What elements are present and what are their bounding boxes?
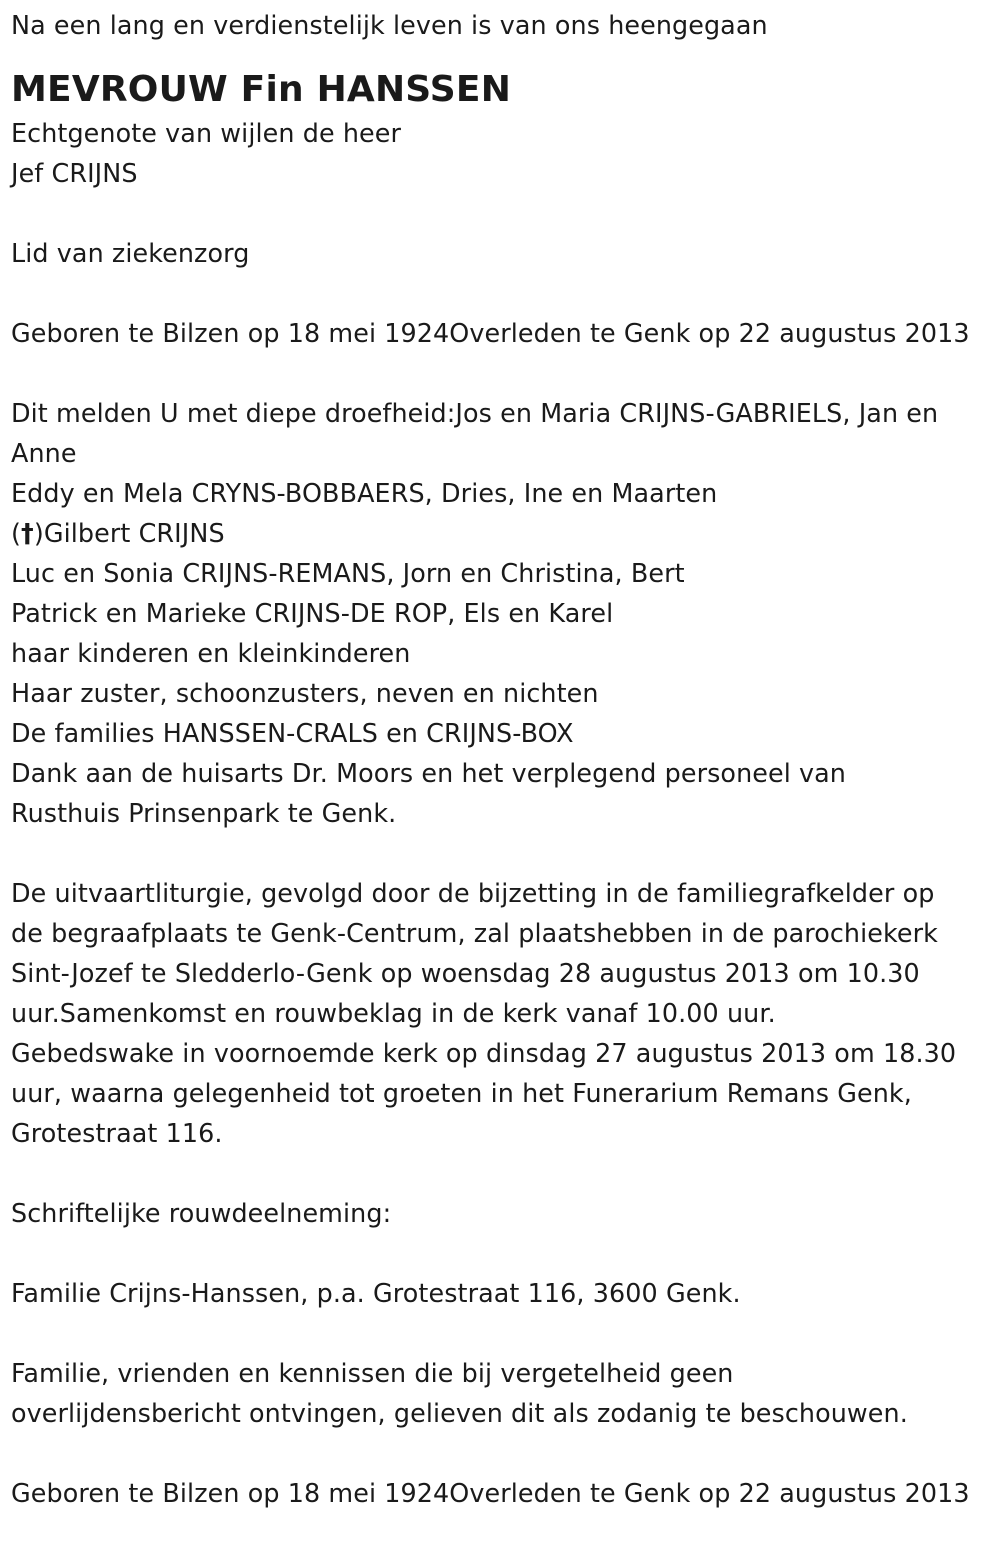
intro-text: Na een lang en verdienstelijk leven is van ons heengegaan: [11, 10, 768, 40]
family-line: haar kinderen en kleinkinderen: [11, 638, 411, 668]
spacer: [11, 1233, 989, 1273]
birth-death-dates-footer: Geboren te Bilzen op 18 mei 1924Overleden te Genk op 22 augustus 2013: [11, 1478, 970, 1508]
notice: [11, 1353, 989, 1433]
family-line: De families HANSSEN-CRALS en CRIJNS-BOX: [11, 718, 574, 748]
spouse-name: Jef CRIJNS: [11, 158, 138, 188]
spacer: [11, 353, 989, 393]
ceremony-line: uur, waarna gelegenheid tot groeten in het Funerarium Remans Genk,: [11, 1078, 912, 1108]
family-line-deceased: [11, 513, 989, 553]
deceased-son: )Gilbert CRIJNS: [33, 518, 225, 548]
thanks-line: Dank aan de huisarts Dr. Moors en het verplegend personeel van: [11, 758, 847, 788]
family-line: Dit melden U met diepe droefheid:Jos en Maria CRIJNS-GABRIELS, Jan en: [11, 398, 939, 428]
family-line: Anne: [11, 438, 77, 468]
family-line: Eddy en Mela CRYNS-BOBBAERS, Dries, Ine en Maarten: [11, 478, 718, 508]
ceremony-line: Grotestraat 116.: [11, 1118, 223, 1148]
ceremony-line: Sint-Jozef te Sledderlo-Genk op woensdag 28 augustus 2013 om 10.30: [11, 958, 920, 988]
ceremony-line: De uitvaartliturgie, gevolgd door de bijzetting in de familiegrafkelder op: [11, 878, 935, 908]
notice-line: Familie, vrienden en kennissen die bij vergetelheid geen: [11, 1358, 734, 1388]
cross-icon: †: [21, 518, 34, 548]
family-line: Luc en Sonia CRIJNS-REMANS, Jorn en Christina, Bert: [11, 558, 685, 588]
spacer: [11, 45, 989, 67]
spacer: [11, 193, 989, 233]
family-line: Haar zuster, schoonzusters, neven en nichten: [11, 678, 599, 708]
birth-death-dates: Geboren te Bilzen op 18 mei 1924Overleden te Genk op 22 augustus 2013: [11, 318, 970, 348]
ceremony-details: [11, 873, 989, 1153]
spacer: [11, 833, 989, 873]
membership: Lid van ziekenzorg: [11, 238, 250, 268]
spacer: [11, 273, 989, 313]
condolence-address: Familie Crijns-Hanssen, p.a. Grotestraat 116, 3600 Genk.: [11, 1278, 741, 1308]
condolence-heading: Schriftelijke rouwdeelneming:: [11, 1198, 392, 1228]
spouse-line: Echtgenote van wijlen de heer: [11, 118, 402, 148]
notice-line: overlijdensbericht ontvingen, gelieven dit als zodanig te beschouwen.: [11, 1398, 908, 1428]
deceased-name: MEVROUW Fin HANSSEN: [11, 69, 512, 110]
thanks-line: Rusthuis Prinsenpark te Genk.: [11, 798, 397, 828]
spacer: [11, 1313, 989, 1353]
family-line: Patrick en Marieke CRIJNS-DE ROP, Els en Karel: [11, 598, 614, 628]
paren-open: (: [11, 518, 22, 548]
family-list: [11, 393, 989, 833]
spacer: [11, 1433, 989, 1473]
spacer: [11, 1153, 989, 1193]
ceremony-line: uur.Samenkomst en rouwbeklag in de kerk vanaf 10.00 uur.: [11, 998, 776, 1028]
ceremony-line: Gebedswake in voornoemde kerk op dinsdag 27 augustus 2013 om 18.30: [11, 1038, 957, 1068]
ceremony-line: de begraafplaats te Genk-Centrum, zal plaatshebben in de parochiekerk: [11, 918, 938, 948]
